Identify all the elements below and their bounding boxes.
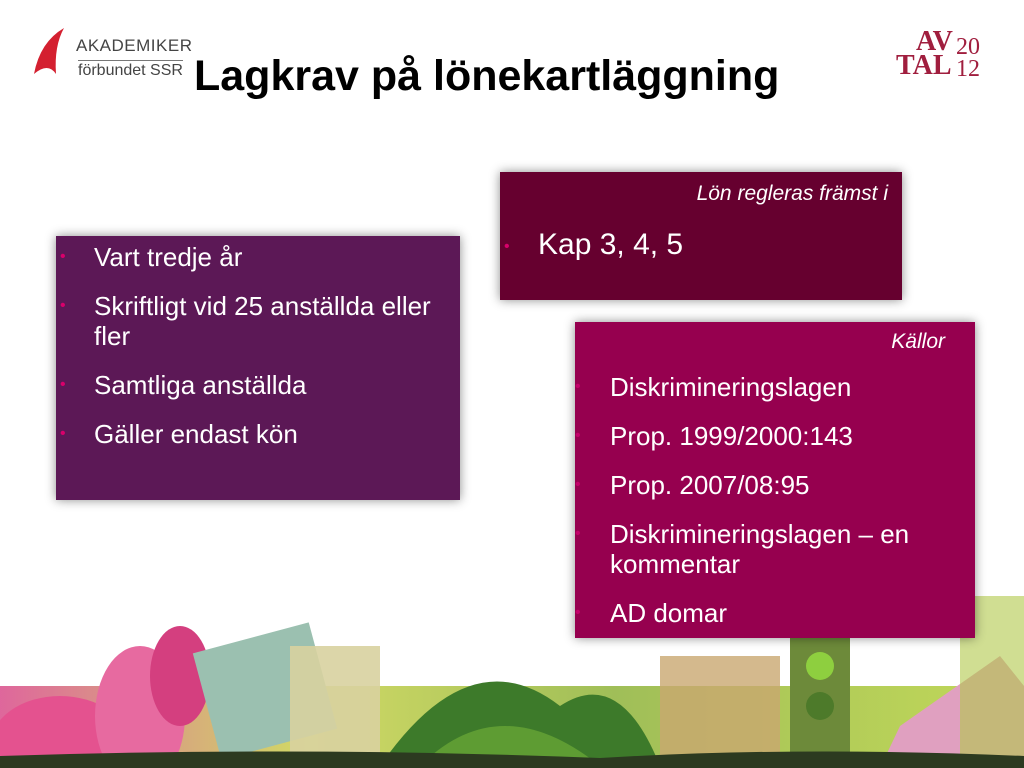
list-item: • Diskrimineringslagen – en kommentar — [575, 519, 910, 579]
bullet-icon: • — [575, 525, 581, 542]
sources-list — [575, 372, 975, 647]
bullet-icon: • — [575, 476, 581, 493]
akademikerforbundet-logo — [30, 24, 200, 84]
list-item: • Diskrimineringslagen — [575, 372, 852, 402]
requirements-list — [56, 242, 450, 449]
regulation-heading: Lön regleras främst i — [696, 182, 888, 205]
list-item: • Skriftligt vid 25 anställda eller fler — [60, 291, 431, 351]
logo-tal: TAL — [896, 50, 952, 81]
logo-year-bottom: 12 — [956, 56, 980, 82]
list-item: • Prop. 2007/08:95 — [575, 470, 810, 500]
bullet-icon: • — [60, 376, 66, 393]
logo-line2: förbundet SSR — [78, 62, 183, 79]
bullet-icon: • — [575, 604, 581, 621]
list-item: • Prop. 1999/2000:143 — [575, 421, 853, 451]
page-title: Lagkrav på lönekartläggning — [194, 52, 780, 100]
bullet-icon: • — [504, 238, 510, 255]
regulation-box — [500, 172, 902, 300]
regulation-list — [500, 230, 902, 279]
requirements-box — [56, 236, 460, 500]
logo-year-top: 20 — [956, 34, 980, 60]
bullet-icon: • — [60, 297, 66, 314]
sources-box — [575, 322, 975, 638]
sources-heading: Källor — [891, 330, 945, 353]
bullet-icon: • — [575, 427, 581, 444]
bullet-icon: • — [60, 248, 66, 265]
logo-chevron-icon — [30, 24, 76, 76]
bullet-icon: • — [575, 378, 581, 395]
avtal-2012-logo — [896, 26, 996, 86]
list-item: • Gäller endast kön — [60, 419, 298, 449]
list-item: • AD domar — [575, 598, 728, 628]
list-item: • Samtliga anställda — [60, 370, 307, 400]
bullet-icon: • — [60, 425, 66, 442]
logo-line1: AKADEMIKER — [76, 36, 193, 55]
list-item: • Vart tredje år — [60, 242, 243, 272]
logo-av: AV — [916, 26, 953, 57]
list-item: • Kap 3, 4, 5 — [504, 228, 684, 261]
